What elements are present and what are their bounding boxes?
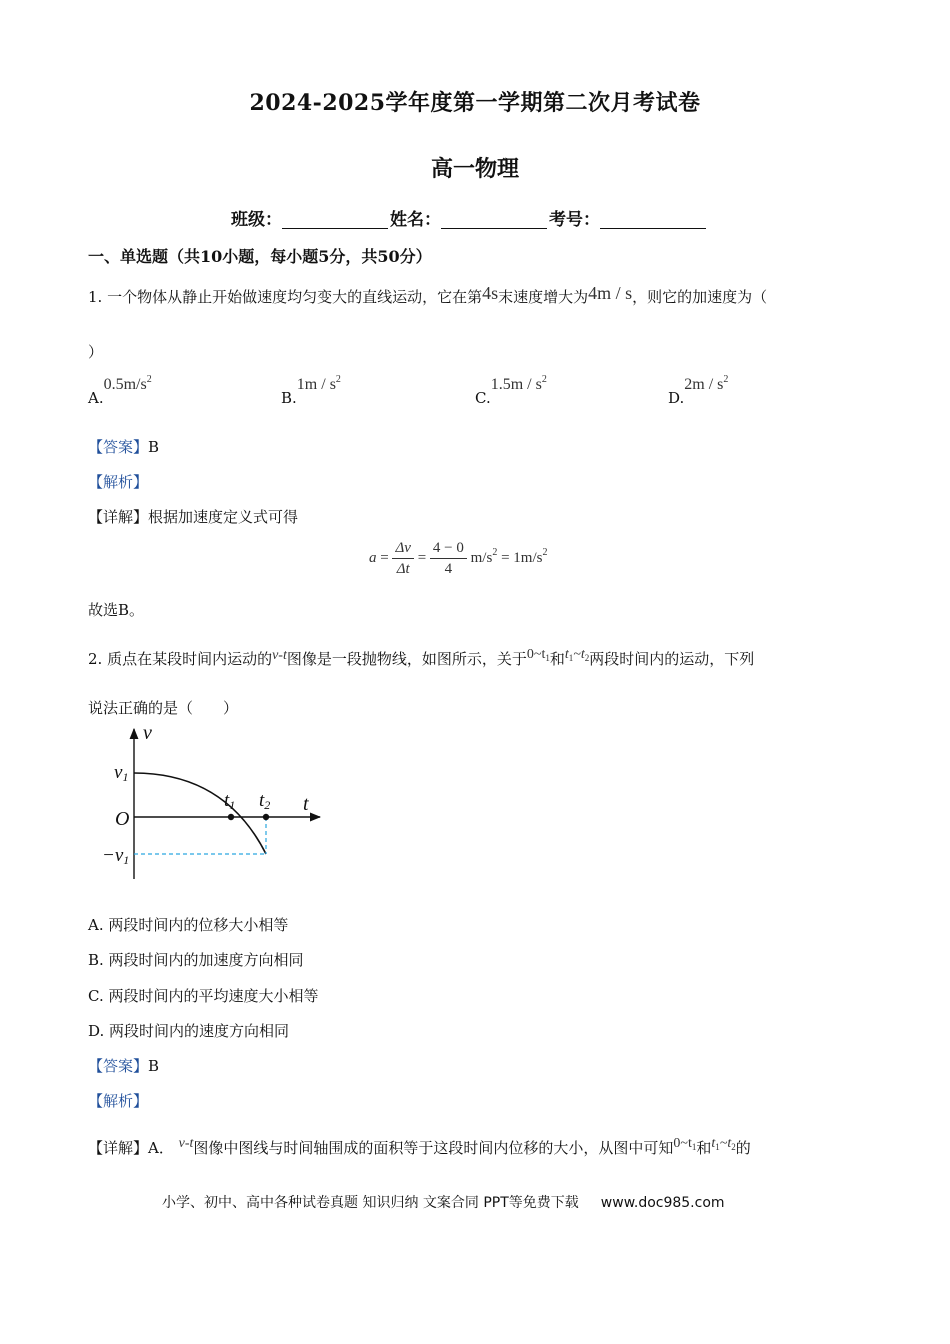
name-label: 姓名： xyxy=(390,210,441,230)
q1-stem-end: ） xyxy=(88,343,104,361)
formula-eq: = xyxy=(380,549,389,566)
graph-t2-label xyxy=(259,790,270,813)
option-letter: D. xyxy=(668,389,685,407)
option-value: 1m / s xyxy=(296,376,336,393)
q2-option-a[interactable]: A. 两段时间内的位移大小相等 xyxy=(88,916,289,934)
q2-answer xyxy=(88,1055,159,1076)
id-label: 考号： xyxy=(549,210,600,230)
option-exp: 2 xyxy=(146,374,152,385)
detail-text-b: 图像中图线与时间轴围成的面积等于这段时间内位移的大小，从图中可知 xyxy=(193,1139,674,1157)
formula-exp: 2 xyxy=(542,546,548,558)
q1-option-b[interactable] xyxy=(281,374,341,407)
formula-lhs: a xyxy=(369,549,377,566)
q2-range1 xyxy=(527,647,550,662)
option-value: 2m / s xyxy=(684,376,724,393)
range-sub: 1 xyxy=(545,653,550,663)
q1-analysis-tag: 【解析】 xyxy=(88,473,149,491)
label-sub: 1 xyxy=(123,853,130,867)
parabola-curve xyxy=(134,773,266,854)
footer xyxy=(162,1192,725,1212)
option-letter: B. xyxy=(281,389,297,407)
formula-frac-1 xyxy=(392,538,413,579)
option-exp: 2 xyxy=(335,374,341,385)
section-heading: 一、单选题（共10小题，每小题5分，共50分） xyxy=(88,247,432,266)
q1-stem-text-a: 1. 一个物体从静止开始做速度均匀变大的直线运动，它在第 xyxy=(88,288,483,306)
q1-stem xyxy=(88,283,767,307)
q1-option-c[interactable] xyxy=(475,374,547,407)
label-sub: 2 xyxy=(264,798,271,812)
detail-tag: 【详解】 xyxy=(88,1139,149,1157)
answer-tag: 【答案】 xyxy=(88,1057,149,1075)
q1-detail xyxy=(88,506,298,527)
graph-t-label: t xyxy=(303,793,309,815)
range-sub: 1 xyxy=(691,1142,697,1152)
formula-unit: m/s xyxy=(470,549,493,566)
q2-stem-end: 说法正确的是（ ） xyxy=(88,699,239,717)
answer-tag: 【答案】 xyxy=(88,438,149,456)
q2-detail xyxy=(88,1136,751,1158)
range-sub: 1 xyxy=(568,653,574,663)
answer-value: B xyxy=(148,438,160,456)
exam-title: 2024-2025学年度第一学期第二次月考试卷 xyxy=(249,90,701,116)
detail-range2 xyxy=(711,1136,735,1151)
q1-stem-text-b: 末速度增大为 xyxy=(498,288,589,306)
graph-v1-label xyxy=(114,762,128,785)
q1-option-a[interactable] xyxy=(88,374,152,407)
graph-neg-v1-label xyxy=(102,845,129,868)
range-text: ~t xyxy=(573,647,585,662)
detail-text-c: 的 xyxy=(735,1139,751,1157)
range-sub: 2 xyxy=(584,653,590,663)
q2-option-b[interactable]: B. 两段时间内的加速度方向相同 xyxy=(88,951,304,969)
label-sub: 1 xyxy=(122,770,129,784)
footer-text: 小学、初中、高中各种试卷真题 知识归纳 文案合同 PPT等免费下载 xyxy=(162,1195,579,1211)
q1-stem-text-c: ，则它的加速度为（ xyxy=(632,288,768,306)
q2-vt: v-t xyxy=(272,648,287,663)
option-exp: 2 xyxy=(723,374,729,385)
range-text: t xyxy=(711,1136,716,1151)
graph-t1-label xyxy=(224,790,235,813)
q1-formula xyxy=(369,538,547,579)
q1-time: 4s xyxy=(482,283,499,303)
range-text: t xyxy=(564,647,569,662)
formula-result: = 1m/s xyxy=(501,549,543,566)
formula-exp: 2 xyxy=(492,546,498,558)
label-main: v xyxy=(114,762,123,783)
vt-graph xyxy=(95,723,335,885)
id-blank[interactable] xyxy=(600,210,706,229)
q2-and: 和 xyxy=(549,650,565,668)
q1-answer xyxy=(88,436,159,457)
range-sub: 1 xyxy=(715,1142,720,1152)
detail-text: 根据加速度定义式可得 xyxy=(148,508,299,526)
label-main: −v xyxy=(102,845,124,866)
range-text: 0~t xyxy=(673,1136,692,1151)
option-exp: 2 xyxy=(541,374,547,385)
formula-eq: = xyxy=(417,549,427,566)
q2-range2 xyxy=(565,647,589,662)
detail-vt: v-t xyxy=(178,1136,194,1151)
range-text: 0~t xyxy=(526,647,546,662)
detail-and: 和 xyxy=(696,1139,712,1157)
q1-speed: 4m / s xyxy=(588,283,633,303)
frac-den: Δt xyxy=(396,561,410,577)
answer-value: B xyxy=(148,1057,160,1075)
label-sub: 1 xyxy=(229,798,236,812)
class-blank[interactable] xyxy=(282,210,388,229)
label-main: t xyxy=(224,790,230,811)
option-letter: C. xyxy=(475,389,491,407)
frac-den: 4 xyxy=(444,561,453,577)
subject-title: 高一物理 xyxy=(430,156,519,182)
q2-option-c[interactable]: C. 两段时间内的平均速度大小相等 xyxy=(88,987,319,1005)
q2-option-d[interactable]: D. 两段时间内的速度方向相同 xyxy=(88,1022,290,1040)
detail-range1 xyxy=(673,1136,696,1151)
frac-num: Δv xyxy=(392,538,413,559)
footer-link[interactable]: www.doc985.com xyxy=(600,1195,725,1211)
option-value: 0.5m/s xyxy=(103,376,147,393)
q1-option-d[interactable] xyxy=(668,374,729,407)
option-value: 1.5m / s xyxy=(490,376,542,393)
t1-point xyxy=(228,814,234,820)
name-blank[interactable] xyxy=(441,210,547,229)
class-label: 班级： xyxy=(231,210,282,230)
q2-analysis-tag: 【解析】 xyxy=(88,1092,149,1110)
graph-v-label: v xyxy=(143,722,152,744)
formula-frac-2 xyxy=(430,538,467,579)
q1-conclusion: 故选B。 xyxy=(88,601,145,619)
frac-num: 4 − 0 xyxy=(430,538,467,559)
detail-text-a: A． xyxy=(148,1139,174,1157)
q2-stem-text-b: 图像是一段抛物线，如图所示，关于 xyxy=(286,650,527,668)
t2-point xyxy=(263,814,269,820)
range-sub: 2 xyxy=(731,1142,736,1152)
range-text: ~t xyxy=(719,1136,732,1151)
label-main: t xyxy=(259,790,265,811)
q2-stem xyxy=(88,647,754,669)
detail-tag: 【详解】 xyxy=(88,508,149,526)
option-letter: A. xyxy=(88,389,104,407)
q2-stem-text-c: 两段时间内的运动，下列 xyxy=(589,650,755,668)
graph-origin-label: O xyxy=(115,808,130,830)
student-info-row xyxy=(231,205,708,230)
q2-stem-text-a: 2. 质点在某段时间内运动的 xyxy=(88,650,273,668)
